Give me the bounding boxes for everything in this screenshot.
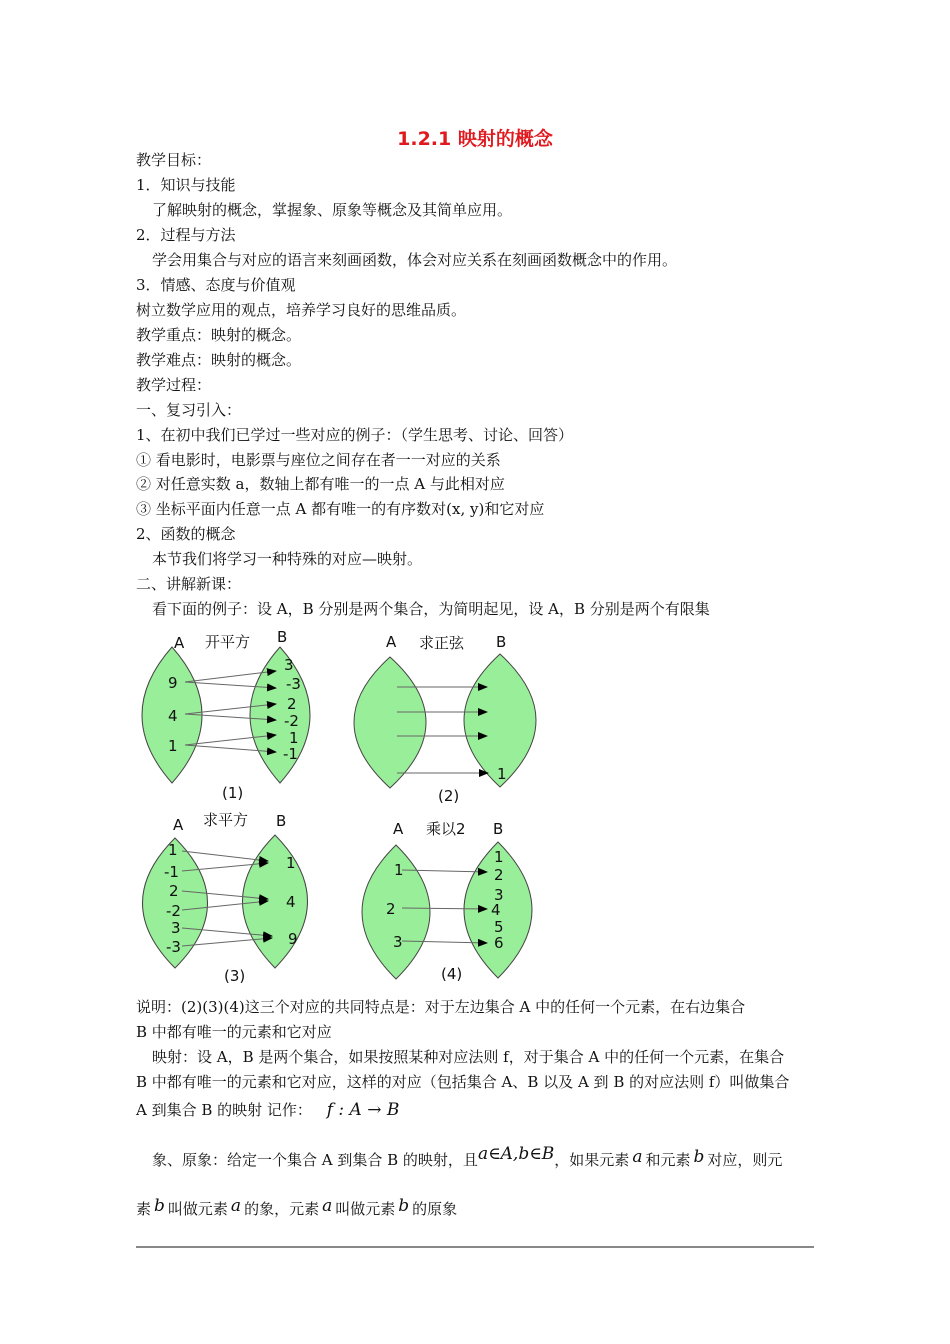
set-b-label: B <box>277 628 288 646</box>
text-segment: 的象，元素 <box>244 1200 320 1218</box>
element: 1 <box>286 854 296 872</box>
element: 1 <box>494 848 504 866</box>
element: 2 <box>386 900 396 918</box>
text-line: 映射：设 A，B 是两个集合，如果按照某种对应法则 f，对于集合 A 中的任何一个元素，在集合 <box>152 1048 785 1066</box>
text-line: 看下面的例子：设 A，B 分别是两个集合，为简明起见，设 A，B 分别是两个有限集 <box>152 600 710 618</box>
diagram-title: 求正弦 <box>419 634 465 652</box>
element: 3 <box>171 919 181 937</box>
diagram-title: 求平方 <box>203 811 249 829</box>
element: -1 <box>164 863 179 881</box>
element: -3 <box>166 938 181 956</box>
text-line <box>136 1100 399 1120</box>
text-line: B 中都有唯一的元素和它对应，这样的对应（包括集合 A、B 以及 A 到 B 的对应法则 f）叫做集合 <box>136 1073 790 1091</box>
element: 2 <box>169 882 179 900</box>
element: 3 <box>284 656 294 674</box>
set-a-label: A <box>174 634 185 652</box>
text-line: 本节我们将学习一种特殊的对应—映射。 <box>152 550 423 568</box>
element: 9 <box>288 930 298 948</box>
text-segment: 和元素 <box>645 1151 691 1169</box>
mapping-formula: f : A → B <box>326 1100 400 1120</box>
variable-b: b <box>693 1147 705 1167</box>
set-a-label: A <box>393 820 404 838</box>
set-a-label: A <box>173 816 184 834</box>
text-segment: 的原象 <box>412 1200 458 1218</box>
element: 1 <box>497 765 507 783</box>
text-line: 教学难点：映射的概念。 <box>136 351 302 369</box>
text-line <box>152 1144 783 1170</box>
element: -3 <box>286 675 301 693</box>
variable-a: a <box>230 1196 242 1216</box>
text-line: 3．情感、态度与价值观 <box>136 276 296 294</box>
page-title: 1.2.1 映射的概念 <box>397 128 553 150</box>
text-segment: ，如果元素 <box>554 1151 630 1169</box>
diagram-caption: (3) <box>224 967 246 985</box>
diagram-4 <box>362 820 532 983</box>
diagram-caption: (2) <box>438 787 460 805</box>
element: 3 <box>494 886 504 904</box>
text-segment: 象、原象：给定一个集合 A 到集合 B 的映射，且 <box>152 1151 478 1169</box>
text-line: 教学目标： <box>136 151 212 169</box>
text-line: 教学过程： <box>136 376 212 394</box>
element: 6 <box>494 934 504 952</box>
element: 1 <box>168 841 178 859</box>
diagram-title: 乘以2 <box>426 820 466 838</box>
element: 2 <box>287 695 297 713</box>
variable-a: a <box>632 1147 643 1167</box>
element: 5 <box>494 918 504 936</box>
diagram-1 <box>142 628 310 802</box>
set-b-label: B <box>493 820 504 838</box>
text-line: 教学重点：映射的概念。 <box>136 326 302 344</box>
set-b-label: B <box>276 812 287 830</box>
text-line: B 中都有唯一的元素和它对应 <box>136 1023 332 1041</box>
element: 2 <box>494 866 504 884</box>
text-line: 1．知识与技能 <box>136 176 236 194</box>
text-line: 二、讲解新课： <box>136 575 242 593</box>
text-segment: 叫做元素 <box>335 1200 396 1218</box>
element: 1 <box>168 737 178 755</box>
text-segment: 对应，则元 <box>707 1151 783 1169</box>
diagram-title: 开平方 <box>205 633 251 651</box>
variable-a: a <box>322 1196 333 1216</box>
text-line: ① 看电影时，电影票与座位之间存在者一一对应的关系 <box>136 451 501 469</box>
element: -1 <box>283 745 298 763</box>
diagram-caption: (4) <box>441 965 463 983</box>
element: 4 <box>286 893 296 911</box>
element: 1 <box>394 861 404 879</box>
text-line: 了解映射的概念，掌握象、原象等概念及其简单应用。 <box>152 201 513 219</box>
text-line: ③ 坐标平面内任意一点 A 都有唯一的有序数对(x, y)和它对应 <box>136 500 545 518</box>
text-line: ② 对任意实数 a，数轴上都有唯一的一点 A 与此相对应 <box>136 475 505 493</box>
text-segment: A 到集合 B 的映射 记作： <box>136 1101 312 1119</box>
text-line: 2．过程与方法 <box>136 226 236 244</box>
set-b-label: B <box>496 633 507 651</box>
text-line: 2、函数的概念 <box>136 525 236 543</box>
element: 3 <box>393 933 403 951</box>
footer-divider <box>136 1246 814 1248</box>
element: 4 <box>168 707 178 725</box>
element: 9 <box>168 674 178 692</box>
text-line <box>136 1196 458 1219</box>
diagram-3 <box>143 811 308 985</box>
text-segment: 叫做元素 <box>167 1200 228 1218</box>
diagram-caption: (1) <box>222 784 244 802</box>
membership-formula: a∈A,b∈B <box>477 1144 555 1164</box>
text-segment: 素 <box>136 1200 152 1218</box>
element: -2 <box>166 902 181 920</box>
text-line: 说明：(2)(3)(4)这三个对应的共同特点是：对于左边集合 A 中的任何一个元素，在右边集合 <box>136 998 746 1016</box>
text-line: 学会用集合与对应的语言来刻画函数，体会对应关系在刻画函数概念中的作用。 <box>152 251 678 269</box>
variable-b: b <box>154 1196 165 1216</box>
element: 4 <box>491 901 501 919</box>
element: 1 <box>289 729 299 747</box>
set-a-label: A <box>386 633 397 651</box>
element: -2 <box>284 712 299 730</box>
variable-b: b <box>398 1196 410 1216</box>
text-line: 1、在初中我们已学过一些对应的例子：（学生思考、讨论、回答） <box>136 426 574 444</box>
text-line: 树立数学应用的观点，培养学习良好的思维品质。 <box>136 301 467 319</box>
text-line: 一、复习引入： <box>136 401 242 419</box>
diagram-2 <box>354 633 536 805</box>
